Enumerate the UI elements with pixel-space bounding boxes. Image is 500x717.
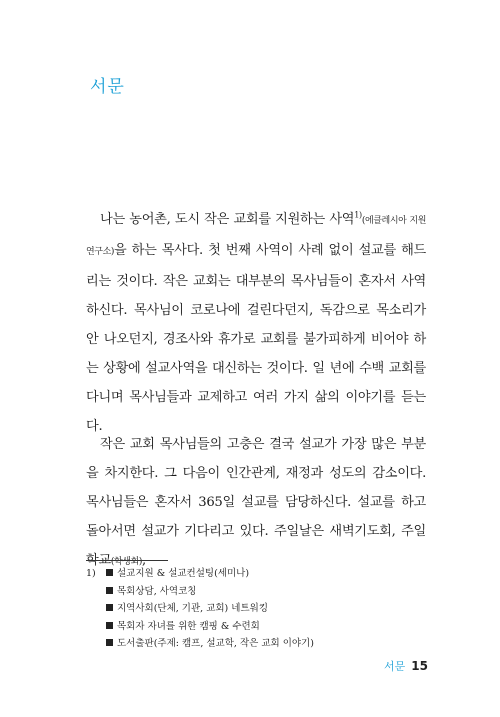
- paragraph-1-start: 나는 농어촌, 도시 작은 교회를 지원하는 사역: [100, 212, 355, 227]
- footnote-item: [86, 618, 426, 636]
- footnote-item: [86, 600, 426, 618]
- footnote-number: 1): [86, 568, 96, 579]
- page-footer: [384, 658, 428, 674]
- footnote-item: [86, 635, 426, 653]
- footnote-item-text: 도서출판(주제: 캠프, 설교학, 작은 교회 이야기): [117, 638, 314, 649]
- square-bullet-icon: [106, 639, 113, 646]
- footnote-item: [86, 565, 426, 583]
- square-bullet-icon: [106, 587, 113, 594]
- square-bullet-icon: [106, 622, 113, 629]
- paragraph-2-text: 작은 교회 목사님들의 고충은 결국 설교가 가장 많은 부분을 차지한다. 그 다음이 인간관계, 재정과 성도의 감소이다. 목사님들은 혼자서 365일 설교를 담당하신다. 설교를 하고 돌아서면 설교가 기다리고 있다. 주일날은 새벽기도회, 주일학교: [86, 437, 426, 568]
- running-footer-section: 서문: [384, 660, 406, 673]
- paragraph-1-note: (에클레시아 지원연구소): [86, 216, 426, 257]
- footnote-block: [86, 565, 426, 653]
- paragraph-2-tail: ,: [142, 553, 146, 568]
- paragraph-2: [86, 430, 426, 577]
- footnote-item: [86, 583, 426, 601]
- footnote-item-text: 목회상담, 사역코칭: [117, 585, 197, 597]
- footnote-item-text: 목회자 자녀를 위한 캠핑 & 수련회: [117, 620, 260, 632]
- paragraph-2-note: (학생회): [110, 557, 142, 567]
- page-number: 15: [411, 659, 428, 673]
- square-bullet-icon: [106, 569, 113, 576]
- footnote-divider: [86, 560, 168, 561]
- paragraph-1-rest: 을 하는 목사다. 첫 번째 사역이 사례 없이 설교를 해드리는 것이다. 작은 교회는 대부분의 목사님들이 혼자서 사역하신다. 목사님이 코로나에 걸린다던지, 독감으로 목소리가 안 나오던지, 경조사와 휴가로 교회를 불가피하게 비어야 하는 상황에 설교사역을 대신하는 것이다. 일 년에 수백 교회를 다니며 목사님들과 교제하고 여러 가지 삶의 이야기를 듣는다.: [86, 243, 426, 434]
- footnote-item-text: 설교지원 & 설교컨설팅(세미나): [117, 568, 250, 579]
- footnote-marker[interactable]: 1): [354, 210, 362, 220]
- chapter-heading: 서문: [90, 77, 125, 97]
- square-bullet-icon: [106, 604, 113, 611]
- paragraph-1: [86, 205, 426, 441]
- footnote-item-text: 지역사회(단체, 기관, 교회) 네트워킹: [117, 603, 268, 614]
